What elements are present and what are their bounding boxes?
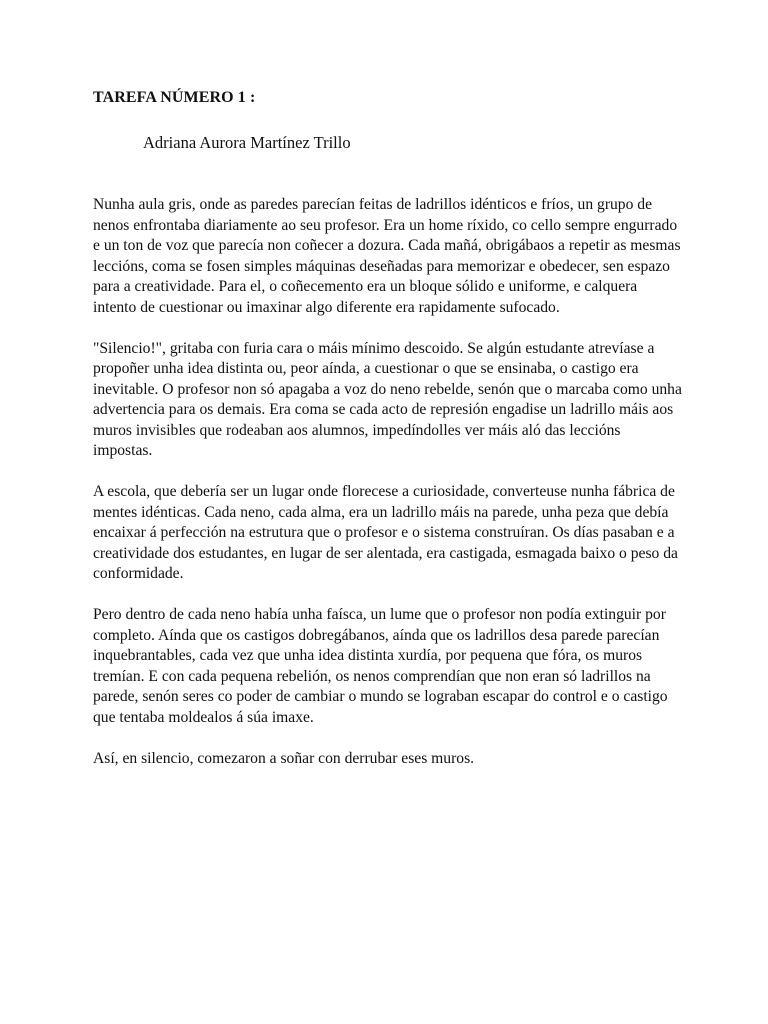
paragraph-2: "Silencio!", gritaba con furia cara o máis mínimo descoido. Se algún estudante atrevíase a propoñer unha idea distinta ou, peor aínda, a cuestionar o que se ensinaba, o castigo era inevitable. O profesor non só apagaba a voz do neno rebelde, senón que o marcaba como unha advertencia para os demais. Era coma se cada acto de represión engadise un ladrillo máis aos muros invisibles que rodeaban aos alumnos, impedíndolles ver máis aló das leccións impostas. xyxy=(93,339,682,459)
document-body xyxy=(93,195,683,790)
paragraph-1: Nunha aula gris, onde as paredes parecían feitas de ladrillos idénticos e fríos, un grupo de nenos enfrontaba diariamente ao seu profesor. Era un home ríxido, co cello sempre engurrado e un ton de voz que parecía non coñecer a dozura. Cada mañá, obrigábaos a repetir as mesmas leccións, coma se fosen simples máquinas deseñadas para memorizar e obedecer, sen espazo para a creatividade. Para el, o coñecemento era un bloque sólido e uniforme, e calquera intento de cuestionar ou imaxinar algo diferente era rapidamente sufocado. xyxy=(93,196,681,316)
paragraph-4: Pero dentro de cada neno había unha faísca, un lume que o profesor non podía extinguir por completo. Aínda que os castigos dobregábanos, aínda que os ladrillos desa parede parecían inquebrantables, cada vez que unha idea distinta xurdía, por pequena que fóra, os muros tremían. E con cada pequena rebelión, os nenos comprendían que non eran só ladrillos na parede, senón seres co poder de cambiar o mundo se lograban escapar do control e o castigo que tentaba moldealos á súa imaxe. xyxy=(93,606,668,726)
paragraph-5: Así, en silencio, comezaron a soñar con derrubar eses muros. xyxy=(93,749,475,767)
paragraph-3: A escola, que debería ser un lugar onde florecese a curiosidade, converteuse nunha fábrica de mentes idénticas. Cada neno, cada alma, era un ladrillo máis na parede, unha peza que debía encaixar á perfección na estrutura que o profesor e o sistema construíran. Os días pasaban e a creatividade dos estudantes, en lugar de ser alentada, era castigada, esmagada baixo o peso da conformidade. xyxy=(93,483,678,582)
author-name: Adriana Aurora Martínez Trillo xyxy=(143,133,351,152)
document-title: TAREFA NÚMERO 1 : xyxy=(93,89,256,106)
